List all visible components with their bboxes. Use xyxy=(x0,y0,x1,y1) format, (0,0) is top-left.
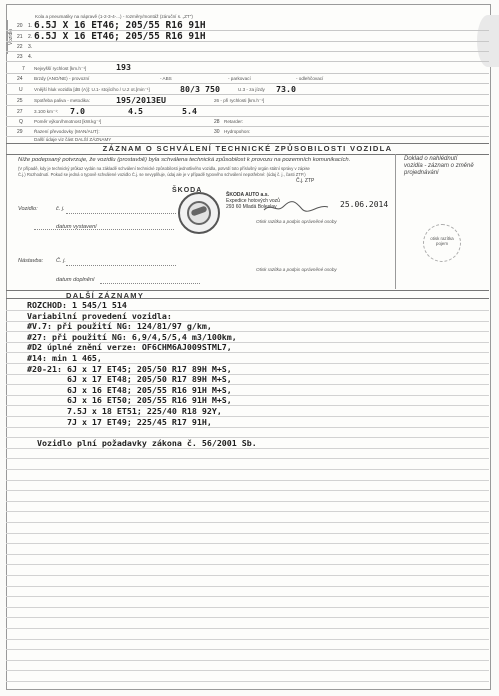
noise-label: Vnější hluk vozidla [dB (A)]: U.1- stojícího / U.2 ot.[min⁻¹] xyxy=(34,87,150,92)
consumption-row xyxy=(6,95,489,106)
gear-number: 29 xyxy=(17,129,23,135)
axle-number: 2. xyxy=(28,34,33,40)
approval-statement: Níže podepsaný potvrzuje, že vozidlu (prostavbě) byla schválena technická způsobilost k provozu na pozemních komunikacích. xyxy=(18,157,351,163)
hydro-number: 30 xyxy=(214,129,220,135)
cj-label-2: Č. j. xyxy=(56,258,66,264)
record-line: #V.7: při použití NG: 124/81/97 g/km, xyxy=(27,321,212,332)
signature-caption: Otisk razítka a podpis oprávněné osoby xyxy=(256,219,337,224)
value-extra-urban: 4.5 xyxy=(128,106,143,116)
further-records-note: Další údaje viz část DALŠÍ ZÁZNAMY xyxy=(34,137,112,142)
record-line: Vozidlo plní požadavky zákona č. 56/2001 Sb. xyxy=(27,437,257,448)
speed-row xyxy=(6,62,489,74)
ruled-line xyxy=(6,533,489,534)
ruled-line xyxy=(6,543,489,544)
q-number: Q xyxy=(19,119,23,125)
approval-small-2: Č.j.) Rozhodnutí. Pokud se jedná o typově schválené vozidlo Č.j. se nevyplňuje, údaj ale je v případě typového schválení nepotřebné: (údaj č. j., časti ZTP.) xyxy=(18,172,306,177)
ruled-line xyxy=(6,596,489,597)
power-ratio-row xyxy=(6,117,489,127)
retarder-number: 28 xyxy=(214,119,220,125)
vehicle-label: Vozidlo: xyxy=(18,206,38,212)
tyre-row-1 xyxy=(6,20,489,31)
retarder-brake-label: - odlehčovací xyxy=(296,76,324,81)
hydro-label: Hydropohon: xyxy=(224,129,251,134)
stamp-line-1: ŠKODA AUTO a.s. xyxy=(226,192,269,198)
brakes-label: Brzdy (ANO/NE) - provozní xyxy=(34,76,90,81)
consumption-number: 25 xyxy=(17,98,23,104)
record-line: 7.5J x 18 ET51; 225/40 R18 92Y, xyxy=(27,406,222,416)
record-line: #14: min 1 465, xyxy=(27,353,102,363)
consumption-speed-label: 26 - při rychlosti [km.h⁻¹] xyxy=(214,98,265,103)
drive-label: U.3 - za jízdy xyxy=(238,87,265,92)
record-line: ROZCHOD: 1 545/1 514 xyxy=(27,300,127,310)
tyre-row-2 xyxy=(6,31,489,42)
additional-title: DALŠÍ ZÁZNAMY xyxy=(6,290,489,299)
right-note: Doklad o nahlédnutí vozidla - záznam o změně projednávání xyxy=(404,156,474,176)
ruled-line xyxy=(6,660,489,661)
values-label: 3.100 km⁻¹: xyxy=(34,109,59,114)
issued-label: datum vystavení xyxy=(56,224,97,230)
ruled-line xyxy=(6,511,489,512)
ruled-line xyxy=(6,469,489,470)
tyre-row-3 xyxy=(6,42,489,52)
cj-label: č. j. xyxy=(56,206,65,212)
value-combined: 5.4 xyxy=(182,106,197,116)
record-line: 7J x 17 ET49; 225/45 R17 91H, xyxy=(27,416,212,427)
ruled-line xyxy=(6,586,489,587)
brand-text: ŠKODA xyxy=(172,187,203,194)
signature xyxy=(262,200,332,214)
consumption-method: 195/2013EU xyxy=(116,95,166,105)
side-label: Vozidlo xyxy=(7,20,17,54)
record-line: #27: při použití NG: 6,9/4,5/5,4 m3/100km, xyxy=(27,331,237,342)
brakes-number: 24 xyxy=(17,76,23,82)
addition-label: Nástavba: xyxy=(18,258,44,264)
noise-row xyxy=(6,84,489,95)
ruled-line xyxy=(6,681,489,682)
consumption-values-row xyxy=(6,106,489,117)
cj-line-2 xyxy=(66,265,176,266)
stamp-line-3: 293 60 Mladá Boleslav xyxy=(226,204,277,210)
consumption-label: Spotřeba paliva - metodika: xyxy=(34,98,90,103)
row-number: 23 xyxy=(17,54,23,60)
skoda-logo xyxy=(178,192,220,234)
ruled-line xyxy=(6,607,489,608)
tyre-value: 6.5J X 16 ET46; 205/55 R16 91H xyxy=(34,31,206,42)
row-number: 21 xyxy=(17,34,23,40)
approval-date: 25.06.2014 xyxy=(340,200,389,209)
ruled-line xyxy=(6,448,489,449)
parking-label: - parkovací xyxy=(228,76,251,81)
record-line: 6J x 16 ET50; 205/55 R16 91H M+S, xyxy=(27,395,232,406)
noise-value: 80/3 750 xyxy=(180,84,220,94)
approval-title: ZÁZNAM O SCHVÁLENÍ TECHNICKÉ ZPŮSOBILOSTI VOZIDLA xyxy=(6,143,489,155)
ruled-line xyxy=(6,564,489,565)
gearbox-row xyxy=(6,127,489,137)
record-line: 6J x 17 ET48; 205/50 R17 89H M+S, xyxy=(27,374,232,385)
retarder-text: Retarder: xyxy=(224,119,244,124)
ruled-line xyxy=(6,458,489,459)
speed-number: 7 xyxy=(22,66,25,72)
stamp-line-2: Expedice hotových vozů xyxy=(226,198,280,204)
tyre-value: 6.5J X 16 ET46; 205/55 R16 91H xyxy=(34,20,206,31)
vehicle-ref: Č.j. ZTP xyxy=(296,178,315,184)
row-number: 22 xyxy=(17,44,23,50)
approval-small-1: (V případě, kdy je technický průkaz vydán na základě schválení technické způsobilosti jednotlivého vozidla, potvrdí toto příslušný orgán státní správy v zápise xyxy=(18,166,310,171)
ruled-line xyxy=(6,575,489,576)
completion-label: datum doplnění xyxy=(56,277,95,283)
speed-label: Nejvyšší rychlost [km.h⁻¹] xyxy=(34,66,87,71)
ruled-line xyxy=(6,480,489,481)
completion-line xyxy=(100,283,200,284)
values-number: 27 xyxy=(17,109,23,115)
gear-label: Řazení převodovky (MAN/AUT): xyxy=(34,129,100,134)
cj-line xyxy=(66,213,176,214)
ruled-line xyxy=(6,639,489,640)
brakes-row xyxy=(6,74,489,84)
tyre-row-4 xyxy=(6,52,489,62)
tyres-caption: Kola a pneumatiky na nápravě (1-2-3-4-...) - rozměry/montáž (záruční s. „ZT") xyxy=(35,14,193,19)
ruled-line xyxy=(6,554,489,555)
record-line: 6J x 16 ET48; 205/55 R16 91H M+S, xyxy=(27,384,232,395)
ruled-line xyxy=(6,617,489,618)
record-line: #D2 úplné znění verze: OF6CHM6AJ009STML7, xyxy=(27,342,232,353)
record-line: #20-21: 6J x 17 ET45; 205/50 R17 89H M+S, xyxy=(27,363,232,374)
ruled-line xyxy=(6,501,489,502)
stamp-circle-text: otisk razítka pojem xyxy=(430,236,454,246)
right-box xyxy=(395,154,490,289)
ruled-line xyxy=(6,628,489,629)
stamp-circle xyxy=(423,224,461,262)
record-line: Variabilní provedení vozidla: xyxy=(27,310,172,321)
q-label: Poměr výkon/hmotnost [kW.kg⁻¹] xyxy=(34,119,102,124)
drive-value: 73.0 xyxy=(276,84,296,94)
ruled-line xyxy=(6,522,489,523)
axle-number: 3. xyxy=(28,44,33,50)
speed-value: 193 xyxy=(116,62,131,72)
ruled-line xyxy=(6,670,489,671)
ruled-line xyxy=(6,649,489,650)
issued-line xyxy=(34,229,174,230)
axle-number: 4. xyxy=(28,54,33,60)
ruled-line xyxy=(6,490,489,491)
row-number: 20 xyxy=(17,23,23,29)
signature-caption-2: Otisk razítka a podpis oprávněné osoby xyxy=(256,267,337,272)
noise-number: U xyxy=(19,87,23,93)
value-urban: 7.0 xyxy=(70,106,85,116)
ruled-line xyxy=(6,427,489,428)
abs-label: - ABS xyxy=(160,76,172,81)
axle-number: 1. xyxy=(28,23,33,29)
